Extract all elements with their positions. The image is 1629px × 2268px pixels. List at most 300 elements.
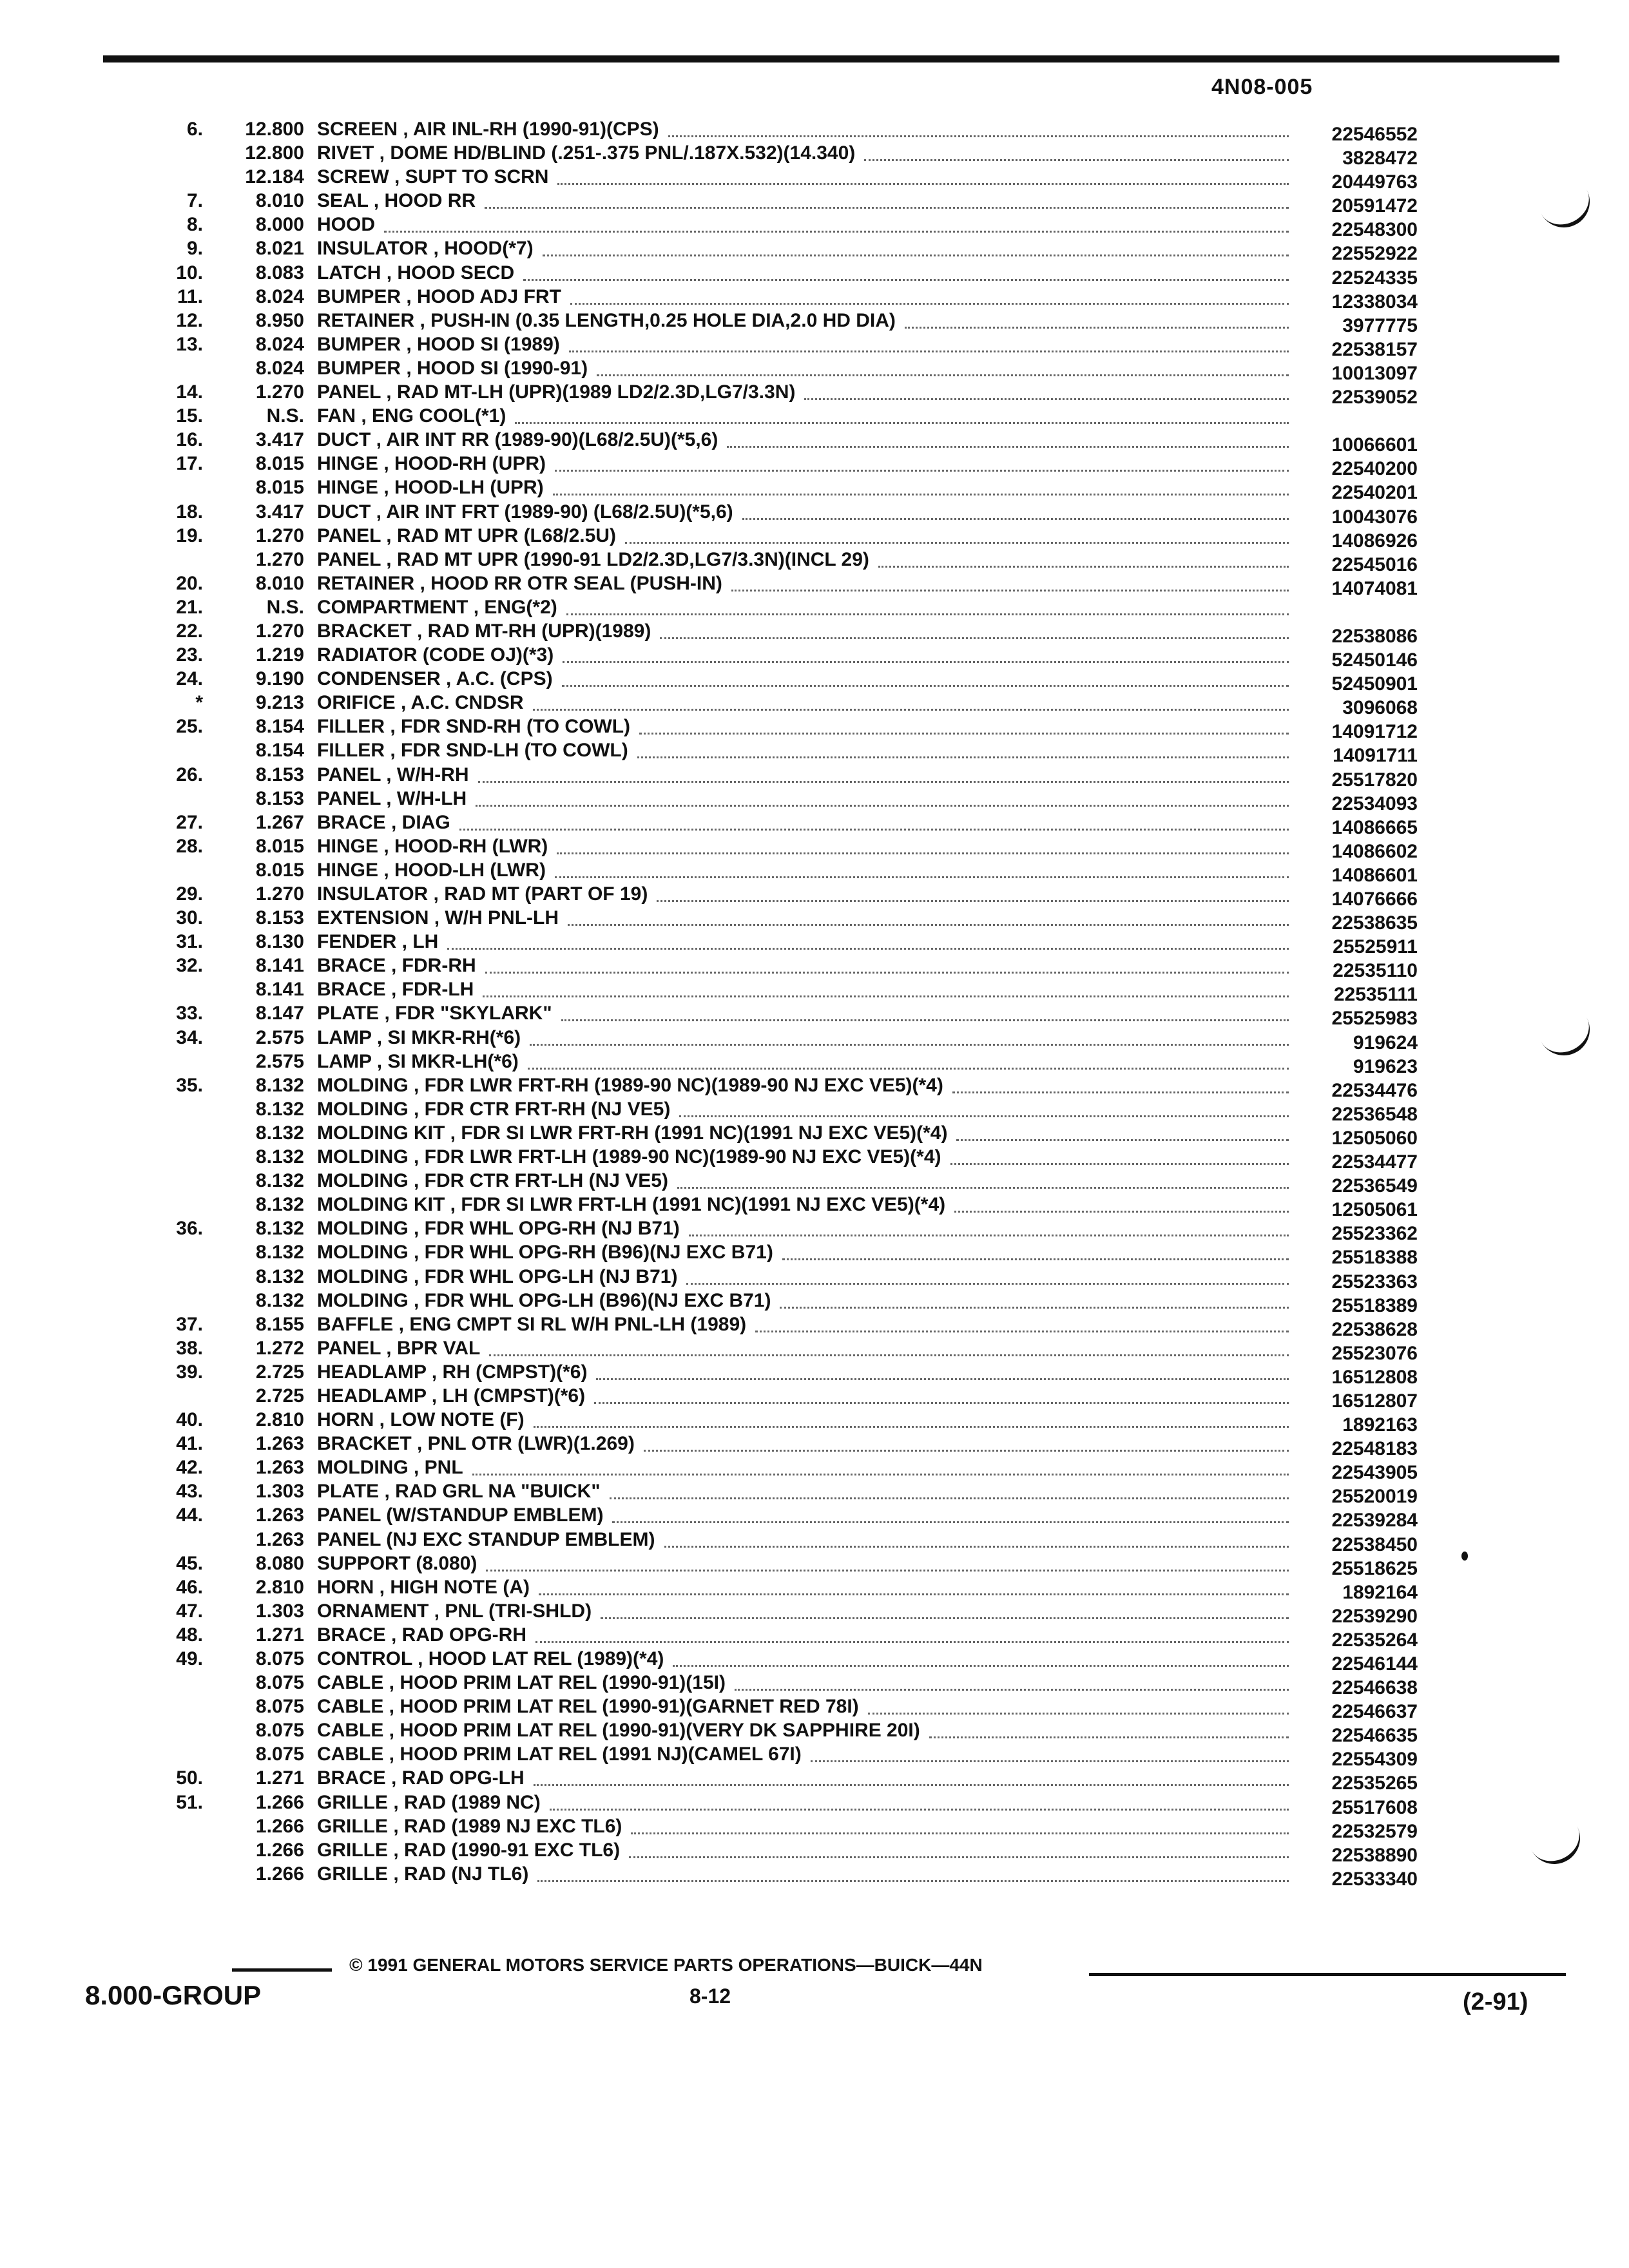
table-row (122, 1479, 1418, 1508)
group-number: 8.015 (255, 859, 304, 881)
part-number: 22539052 (1331, 387, 1418, 408)
group-number: 8.147 (255, 1003, 304, 1024)
group-number: 8.015 (255, 453, 304, 475)
group-number: 2.725 (255, 1361, 304, 1383)
group-number: 8.132 (255, 1218, 304, 1240)
ref-number: 43. (176, 1481, 203, 1503)
dot-leader (530, 1026, 1289, 1046)
ref-number: 30. (176, 907, 203, 929)
group-number: 8.021 (255, 238, 304, 260)
part-number: 919623 (1353, 1055, 1418, 1077)
part-description: PANEL (NJ EXC STANDUP EMBLEM) (317, 1528, 655, 1550)
part-number: 12505060 (1331, 1127, 1418, 1149)
ref-number: 12. (176, 309, 203, 331)
part-number: 22536548 (1331, 1103, 1418, 1125)
group-number: 8.950 (255, 309, 304, 331)
table-row (122, 1408, 1418, 1436)
footer-page-number: 8-12 (689, 1984, 731, 2008)
table-row (122, 1312, 1418, 1340)
part-description: MOLDING , PNL (317, 1457, 463, 1479)
dot-leader (523, 261, 1289, 281)
part-description: MOLDING KIT , FDR SI LWR FRT-RH (1991 NC)(1991 NJ EXC VE5)(*4) (317, 1122, 948, 1144)
dot-leader (555, 452, 1289, 472)
ref-number: 37. (176, 1313, 203, 1335)
part-number: 25517608 (1331, 1796, 1418, 1818)
table-row (122, 1552, 1418, 1579)
table-row (122, 1647, 1418, 1675)
dot-leader (483, 977, 1289, 997)
group-number: 1.303 (255, 1481, 304, 1503)
part-number: 14091711 (1333, 745, 1418, 767)
table-row (122, 524, 1418, 552)
part-description: MOLDING , FDR CTR FRT-LH (NJ VE5) (317, 1170, 668, 1192)
group-number: 12.184 (245, 166, 304, 188)
part-number: 1892163 (1342, 1414, 1418, 1436)
dot-leader (543, 236, 1289, 256)
parts-list (122, 117, 1418, 1890)
part-number: 52450901 (1331, 673, 1418, 695)
group-number: 8.015 (255, 835, 304, 857)
dot-leader (384, 213, 1289, 233)
group-number: 9.213 (255, 692, 304, 714)
part-number: 22545016 (1331, 553, 1418, 575)
group-number: 8.132 (255, 1194, 304, 1216)
dot-leader (570, 285, 1289, 305)
part-number: 22538086 (1331, 625, 1418, 647)
footer-rule-right (1089, 1973, 1566, 1976)
ref-number: 16. (176, 429, 203, 451)
part-number: 22538890 (1331, 1844, 1418, 1866)
part-description: GRILLE , RAD (NJ TL6) (317, 1863, 529, 1885)
ref-number: 29. (176, 883, 203, 905)
table-row (122, 1528, 1418, 1555)
part-description: LATCH , HOOD SECD (317, 262, 515, 284)
group-number: 8.075 (255, 1744, 304, 1765)
part-description: BUMPER , HOOD ADJ FRT (317, 285, 561, 307)
part-description: BRACKET , PNL OTR (LWR)(1.269) (317, 1433, 635, 1455)
group-number: 8.075 (255, 1648, 304, 1669)
dot-leader (563, 643, 1289, 663)
ref-number: 22. (176, 620, 203, 642)
part-number: 14086665 (1331, 816, 1418, 838)
table-row (122, 1575, 1418, 1603)
part-description: HOOD (317, 214, 375, 236)
group-number: 1.263 (255, 1504, 304, 1526)
part-number: 22543905 (1331, 1462, 1418, 1484)
part-number: 10066601 (1331, 434, 1418, 456)
part-description: MOLDING , FDR LWR FRT-LH (1989-90 NC)(1989-90 NJ EXC VE5)(*4) (317, 1146, 941, 1168)
table-row (122, 1862, 1418, 1890)
ref-number: 19. (176, 524, 203, 546)
part-number: 22540201 (1331, 482, 1418, 504)
part-number: 25525911 (1333, 936, 1418, 958)
part-description: BRACE , RAD OPG-RH (317, 1624, 527, 1646)
group-number: 8.132 (255, 1289, 304, 1311)
part-number: 22539284 (1331, 1510, 1418, 1532)
table-row (122, 906, 1418, 934)
group-number: 8.024 (255, 285, 304, 307)
table-row (122, 1360, 1418, 1388)
group-number: 1.270 (255, 548, 304, 570)
dot-leader (528, 1050, 1289, 1070)
page-code: 4N08-005 (1211, 75, 1313, 99)
group-number: 1.270 (255, 883, 304, 905)
table-row (122, 236, 1418, 265)
binder-hole-mark (1530, 1823, 1589, 1873)
part-description: RETAINER , PUSH-IN (0.35 LENGTH,0.25 HOLE DIA,2.0 HD DIA) (317, 309, 896, 331)
part-number: 25525983 (1331, 1008, 1418, 1030)
part-description: MOLDING , FDR CTR FRT-RH (NJ VE5) (317, 1098, 671, 1120)
table-row (122, 1503, 1418, 1532)
part-number: 22552922 (1331, 243, 1418, 265)
group-number: 8.015 (255, 477, 304, 499)
part-number: 22538628 (1331, 1318, 1418, 1340)
dot-leader (660, 619, 1289, 639)
group-number: N.S. (266, 405, 304, 427)
dot-leader (956, 1121, 1289, 1141)
dot-leader (539, 1575, 1289, 1595)
part-description: SEAL , HOOD RR (317, 190, 476, 212)
group-number: 1.267 (255, 811, 304, 833)
group-number: 8.141 (255, 979, 304, 1001)
part-description: HEADLAMP , RH (CMPST)(*6) (317, 1361, 588, 1383)
part-number: 22524335 (1331, 267, 1418, 289)
table-row (122, 1456, 1418, 1484)
table-row (122, 858, 1418, 886)
group-number: 8.132 (255, 1170, 304, 1192)
dot-leader (557, 834, 1289, 854)
part-number: 14086602 (1331, 840, 1418, 862)
table-row (122, 811, 1418, 838)
part-number: 22534476 (1331, 1079, 1418, 1101)
group-number: 2.810 (255, 1576, 304, 1598)
table-row (122, 165, 1418, 193)
table-row (122, 738, 1418, 767)
part-description: FAN , ENG COOL(*1) (317, 405, 506, 427)
table-row (122, 189, 1418, 217)
group-number: 1.219 (255, 644, 304, 666)
group-number: 8.141 (255, 955, 304, 977)
part-description: BAFFLE , ENG CMPT SI RL W/H PNL-LH (1989) (317, 1313, 747, 1335)
part-description: SUPPORT (8.080) (317, 1552, 477, 1574)
part-number: 22535265 (1331, 1773, 1418, 1794)
part-description: CABLE , HOOD PRIM LAT REL (1990-91)(15I) (317, 1672, 726, 1694)
ref-number: 46. (176, 1576, 203, 1598)
footer-group-label: 8.000-GROUP (85, 1980, 262, 2010)
ref-number: 9. (186, 238, 203, 260)
part-number: 14074081 (1331, 577, 1418, 599)
part-description: HINGE , HOOD-LH (UPR) (317, 477, 544, 499)
group-number: 1.266 (255, 1863, 304, 1885)
dot-leader (476, 787, 1289, 807)
ref-number: 42. (176, 1457, 203, 1479)
part-description: CONDENSER , A.C. (CPS) (317, 668, 553, 690)
part-number: 25523076 (1331, 1342, 1418, 1364)
table-row (122, 763, 1418, 791)
table-row (122, 787, 1418, 814)
ref-number: 51. (176, 1791, 203, 1813)
dot-leader (868, 1695, 1289, 1715)
group-number: 12.800 (245, 142, 304, 164)
group-number: 8.153 (255, 907, 304, 929)
dot-leader (811, 1742, 1289, 1762)
dot-leader (472, 1456, 1289, 1475)
part-description: HEADLAMP , LH (CMPST)(*6) (317, 1385, 586, 1407)
part-description: LAMP , SI MKR-RH(*6) (317, 1026, 521, 1048)
part-number: 25523362 (1331, 1223, 1418, 1245)
group-number: 8.132 (255, 1265, 304, 1287)
ref-number: 15. (176, 405, 203, 427)
part-number: 12505061 (1331, 1199, 1418, 1221)
part-number: 22548300 (1331, 219, 1418, 241)
part-number: 10043076 (1331, 506, 1418, 528)
group-number: 8.132 (255, 1074, 304, 1096)
dot-leader (677, 1169, 1289, 1189)
part-description: BRACE , RAD OPG-LH (317, 1767, 525, 1789)
dot-leader (689, 1216, 1289, 1236)
ref-number: 35. (176, 1074, 203, 1096)
ref-number: 18. (176, 501, 203, 523)
table-row (122, 1432, 1418, 1460)
ref-number: 23. (176, 644, 203, 666)
part-description: HINGE , HOOD-LH (LWR) (317, 859, 546, 881)
dot-leader (553, 476, 1289, 495)
part-number: 22534477 (1331, 1151, 1418, 1173)
table-row (122, 882, 1418, 910)
dot-leader (550, 1791, 1289, 1811)
part-description: MOLDING , FDR WHL OPG-LH (B96)(NJ EXC B71) (317, 1289, 771, 1311)
table-row (122, 691, 1418, 719)
table-row (122, 1384, 1418, 1412)
part-description: EXTENSION , W/H PNL-LH (317, 907, 559, 929)
ref-number: 50. (176, 1767, 203, 1789)
ref-number: 28. (176, 835, 203, 857)
part-description: MOLDING , FDR LWR FRT-RH (1989-90 NC)(1989-90 NJ EXC VE5)(*4) (317, 1074, 943, 1096)
table-row (122, 667, 1418, 695)
ref-number: 13. (176, 333, 203, 355)
ref-number: 11. (177, 285, 203, 307)
dot-leader (905, 309, 1289, 329)
part-number: 10013097 (1331, 362, 1418, 384)
part-number: 20591472 (1331, 195, 1418, 217)
part-number: 22535110 (1333, 960, 1418, 982)
dot-leader (929, 1718, 1289, 1738)
part-number: 22535111 (1333, 984, 1418, 1006)
dot-leader (597, 356, 1289, 376)
part-number: 25518625 (1331, 1557, 1418, 1579)
part-description: PANEL , W/H-LH (317, 787, 467, 809)
group-number: 1.266 (255, 1815, 304, 1837)
table-row (122, 954, 1418, 982)
part-number: 1892164 (1342, 1581, 1418, 1603)
part-description: PLATE , FDR "SKYLARK" (317, 1003, 552, 1024)
binder-hole-mark (1539, 186, 1599, 236)
dot-leader (566, 595, 1289, 615)
group-number: 1.266 (255, 1839, 304, 1861)
part-description: LAMP , SI MKR-LH(*6) (317, 1050, 519, 1072)
group-number: 3.417 (255, 501, 304, 523)
part-number: 22533340 (1331, 1868, 1418, 1890)
group-number: 8.132 (255, 1242, 304, 1264)
dot-leader (637, 738, 1289, 758)
group-number: 2.575 (255, 1026, 304, 1048)
dot-leader (612, 1503, 1289, 1523)
ref-number: 21. (176, 596, 203, 618)
group-number: 1.263 (255, 1457, 304, 1479)
dot-leader (950, 1145, 1289, 1165)
group-number: 8.000 (255, 214, 304, 236)
ref-number: 34. (176, 1026, 203, 1048)
part-description: ORNAMENT , PNL (TRI-SHLD) (317, 1600, 592, 1622)
group-number: 8.075 (255, 1696, 304, 1718)
dot-leader (878, 548, 1289, 568)
part-number: 25518388 (1331, 1247, 1418, 1269)
dot-leader (727, 428, 1289, 448)
footer-rule-left (232, 1968, 332, 1972)
table-row (122, 1265, 1418, 1293)
dot-leader (668, 117, 1289, 137)
group-number: 8.132 (255, 1098, 304, 1120)
ref-number: 47. (176, 1600, 203, 1622)
group-number: 1.272 (255, 1337, 304, 1359)
dot-leader (596, 1360, 1289, 1380)
part-number: 14086601 (1331, 864, 1418, 886)
group-number: 1.303 (255, 1600, 304, 1622)
table-row (122, 977, 1418, 1006)
table-row (122, 1814, 1418, 1842)
part-description: FILLER , FDR SND-LH (TO COWL) (317, 740, 628, 762)
dot-leader (780, 1289, 1289, 1309)
table-row (122, 117, 1418, 145)
group-number: 8.024 (255, 333, 304, 355)
group-number: 8.080 (255, 1552, 304, 1574)
part-description: BUMPER , HOOD SI (1990-91) (317, 357, 588, 379)
part-number: 25520019 (1331, 1486, 1418, 1508)
part-description: PLATE , RAD GRL NA "BUICK" (317, 1481, 601, 1503)
part-description: MOLDING , FDR WHL OPG-RH (NJ B71) (317, 1218, 680, 1240)
ref-number: 31. (176, 931, 203, 953)
table-row (122, 1623, 1418, 1651)
part-description: HORN , LOW NOTE (F) (317, 1409, 525, 1431)
group-number: 1.271 (255, 1767, 304, 1789)
dot-leader (679, 1097, 1289, 1117)
dot-leader (537, 1862, 1289, 1882)
table-row (122, 572, 1418, 599)
group-number: 8.075 (255, 1720, 304, 1742)
table-row (122, 213, 1418, 241)
dot-leader (629, 1838, 1289, 1858)
part-number: 52450146 (1331, 649, 1418, 671)
table-row (122, 1599, 1418, 1627)
binder-hole-mark (1539, 1014, 1599, 1064)
table-row (122, 452, 1418, 480)
part-number: 16512807 (1331, 1390, 1418, 1412)
part-description: RIVET , DOME HD/BLIND (.251-.375 PNL/.187X.532)(14.340) (317, 142, 856, 164)
table-row (122, 404, 1418, 428)
part-number: 22539290 (1331, 1605, 1418, 1627)
dot-leader (742, 500, 1289, 520)
part-number: 22554309 (1331, 1749, 1418, 1771)
table-row (122, 1240, 1418, 1269)
table-row (122, 1145, 1418, 1173)
ref-number: 24. (176, 668, 203, 690)
dot-leader (631, 1814, 1289, 1834)
group-number: 9.190 (255, 668, 304, 690)
dot-leader (625, 524, 1289, 544)
ref-number: 8. (186, 214, 203, 236)
part-number: 22548183 (1331, 1438, 1418, 1460)
ref-number: 14. (176, 381, 203, 403)
ref-number: 20. (176, 572, 203, 594)
table-row (122, 1336, 1418, 1364)
part-number: 25523363 (1331, 1271, 1418, 1293)
part-description: MOLDING , FDR WHL OPG-LH (NJ B71) (317, 1265, 678, 1287)
part-description: BRACKET , RAD MT-RH (UPR)(1989) (317, 620, 651, 642)
dot-leader (485, 954, 1289, 974)
table-row (122, 1026, 1418, 1053)
part-description: COMPARTMENT , ENG(*2) (317, 596, 557, 618)
part-number: 919624 (1353, 1032, 1418, 1053)
part-number: 12338034 (1331, 291, 1418, 312)
part-number: 3096068 (1342, 697, 1418, 719)
part-number: 22534093 (1331, 793, 1418, 814)
part-description: DUCT , AIR INT RR (1989-90)(L68/2.5U)(*5,6) (317, 429, 718, 451)
part-description: DUCT , AIR INT FRT (1989-90) (L68/2.5U)(*5,6) (317, 501, 733, 523)
dot-leader (601, 1599, 1289, 1619)
part-number: 22546635 (1331, 1725, 1418, 1747)
ref-number: 45. (176, 1552, 203, 1574)
table-row (122, 1097, 1418, 1125)
footer-revision: (2-91) (1463, 1988, 1528, 2015)
dot-leader (735, 1671, 1289, 1691)
ref-number: 40. (176, 1409, 203, 1431)
dot-leader (535, 1623, 1289, 1643)
table-row (122, 643, 1418, 671)
group-number: 8.132 (255, 1122, 304, 1144)
dot-leader (534, 1766, 1289, 1786)
part-number: 22536549 (1331, 1175, 1418, 1197)
dot-leader (673, 1647, 1289, 1667)
table-row (122, 1791, 1418, 1818)
ref-number: 38. (176, 1337, 203, 1359)
part-description: CONTROL , HOOD LAT REL (1989)(*4) (317, 1648, 664, 1669)
table-row (122, 261, 1418, 289)
dot-leader (639, 715, 1289, 735)
part-description: PANEL , RAD MT UPR (L68/2.5U) (317, 524, 616, 546)
table-row (122, 1838, 1418, 1866)
group-number: 2.725 (255, 1385, 304, 1407)
dot-leader (594, 1384, 1289, 1404)
part-description: PANEL , RAD MT UPR (1990-91 LD2/2.3D,LG7/3.3N)(INCL 29) (317, 548, 869, 570)
part-description: FILLER , FDR SND-RH (TO COWL) (317, 716, 631, 738)
part-number: 3977775 (1342, 314, 1418, 336)
ref-number: 49. (176, 1648, 203, 1669)
dot-leader (557, 165, 1289, 185)
dot-leader (569, 332, 1289, 352)
dot-leader (447, 930, 1289, 950)
part-number: 22546638 (1331, 1677, 1418, 1699)
part-number: 22540200 (1331, 458, 1418, 480)
part-description: CABLE , HOOD PRIM LAT REL (1990-91)(VERY DK SAPPHIRE 20I) (317, 1720, 920, 1742)
group-number: 8.155 (255, 1313, 304, 1335)
dot-leader (731, 572, 1289, 591)
dot-leader (644, 1432, 1289, 1452)
part-description: HORN , HIGH NOTE (A) (317, 1576, 530, 1598)
group-number: 8.153 (255, 764, 304, 785)
group-number: 12.800 (245, 119, 304, 140)
table-row (122, 380, 1418, 408)
table-row (122, 332, 1418, 360)
